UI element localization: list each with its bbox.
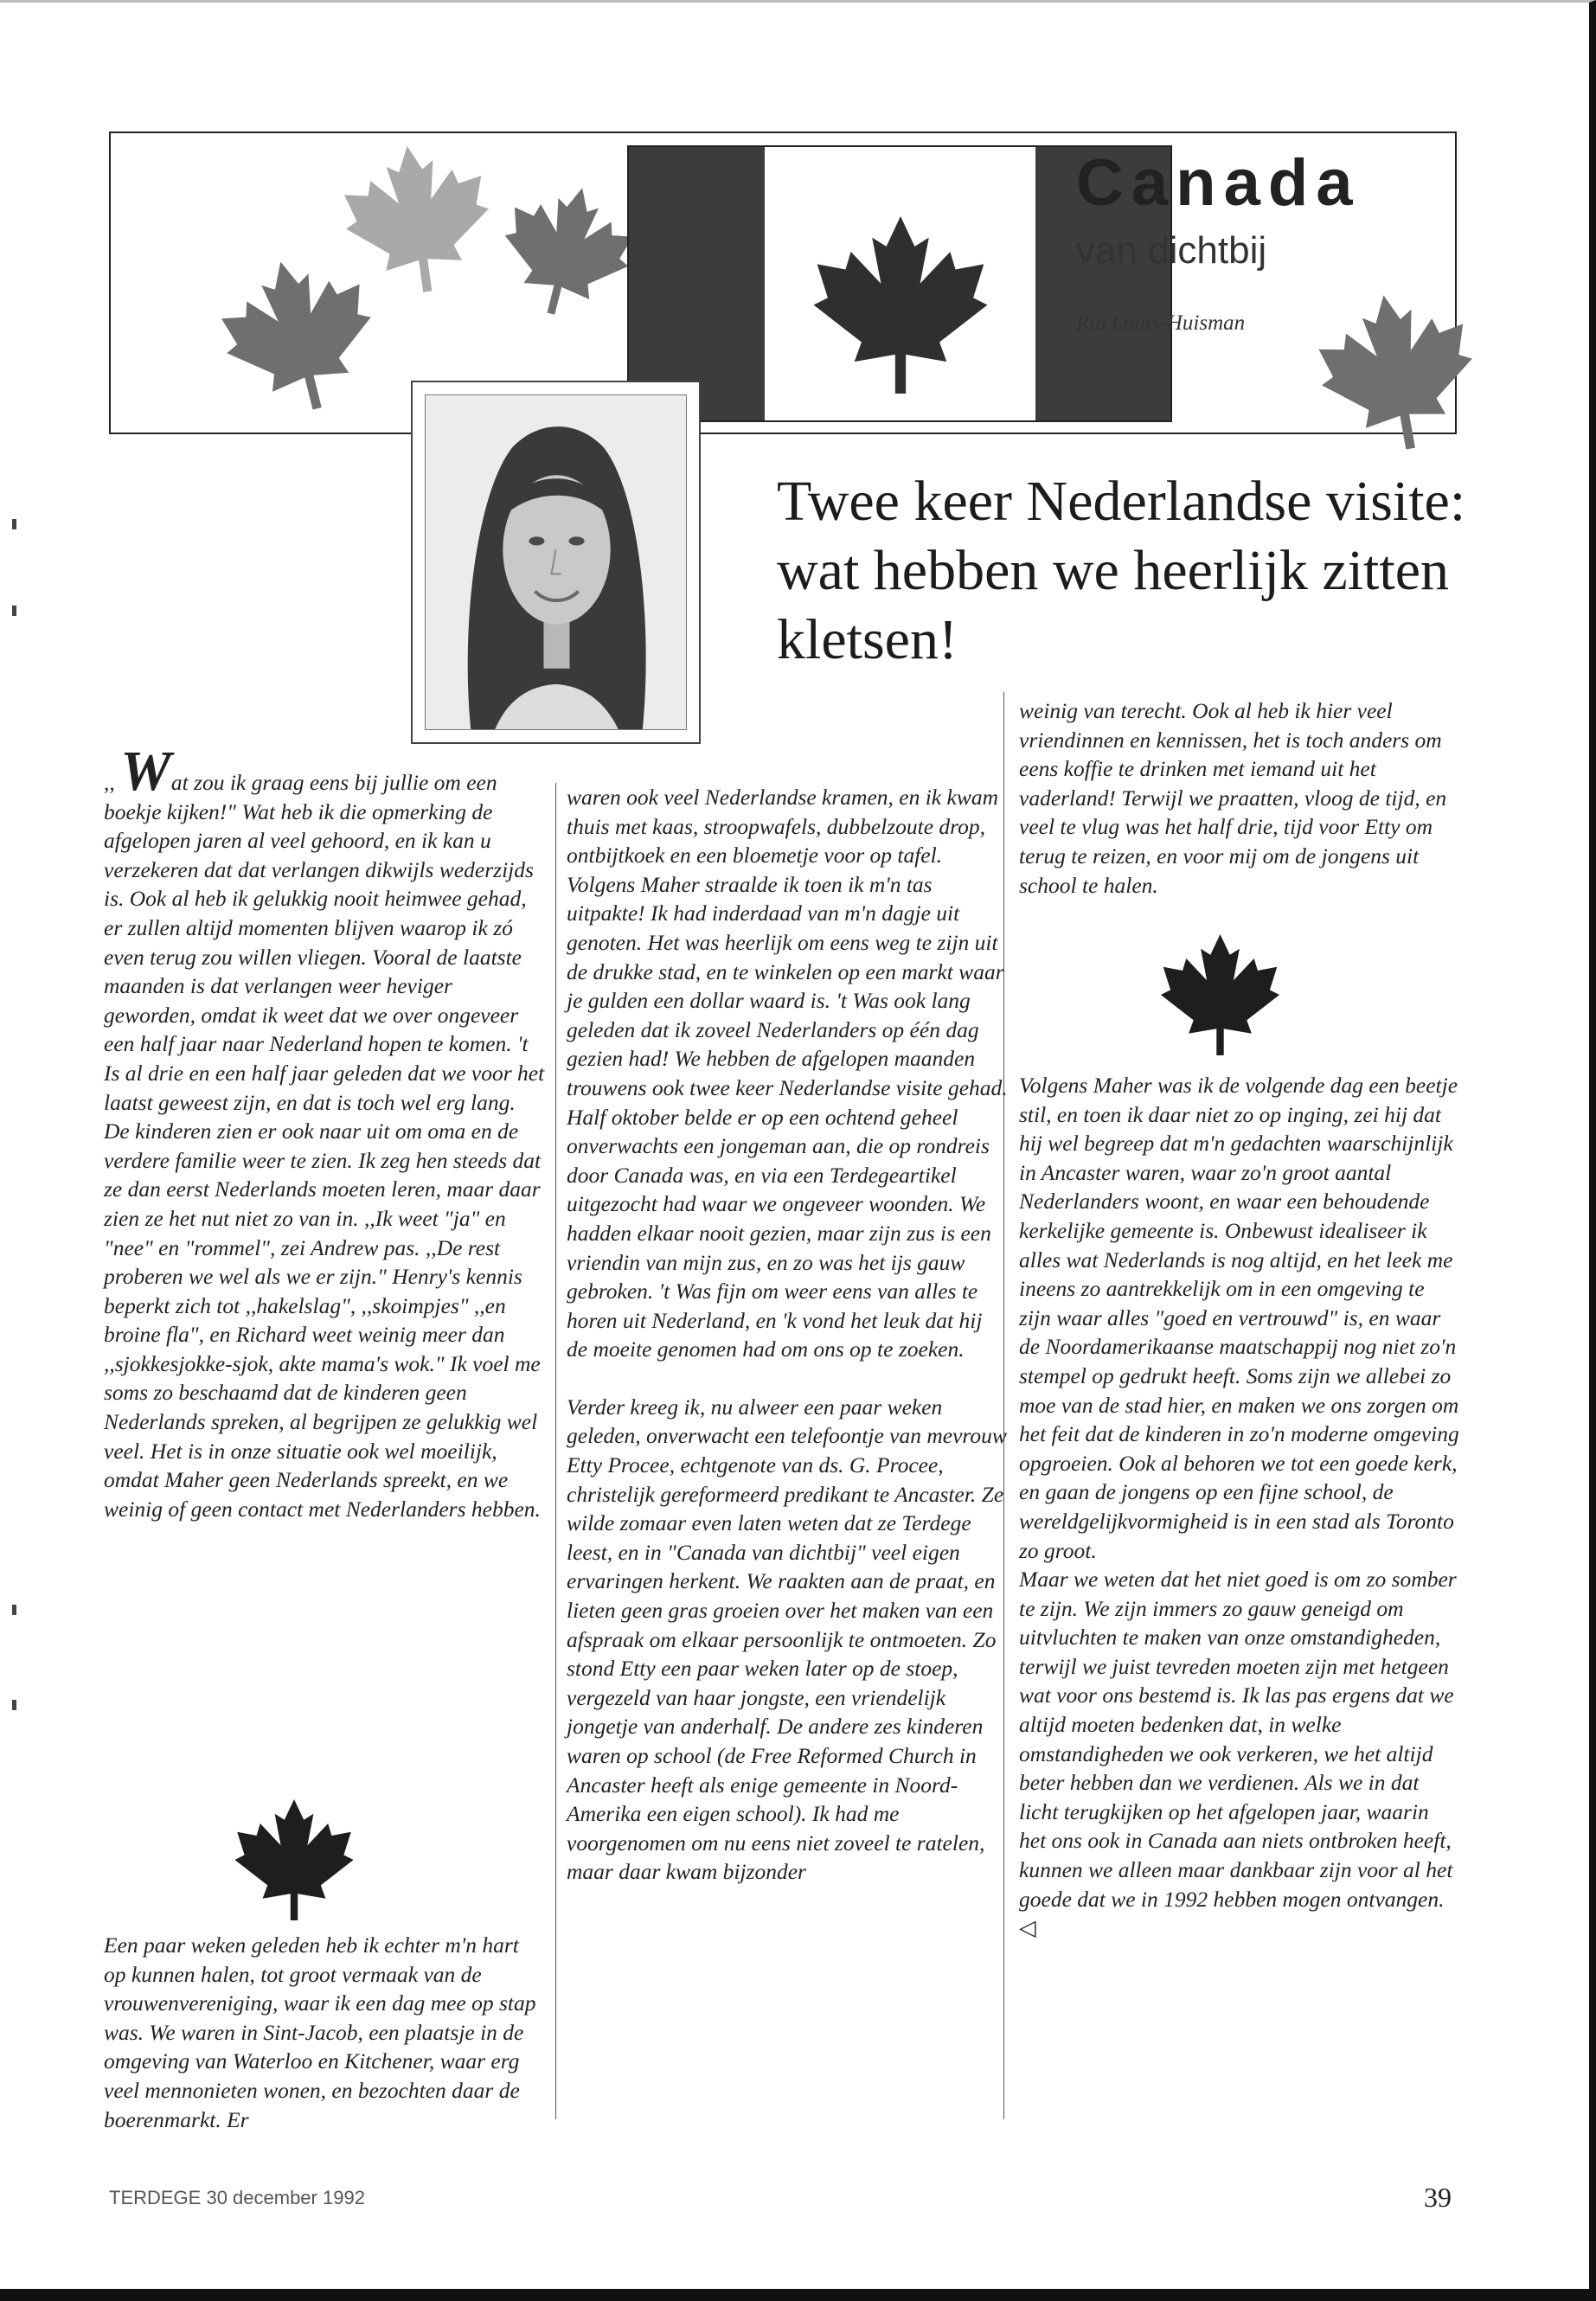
article-column-3 bbox=[1019, 696, 1460, 900]
article-column-2 bbox=[567, 783, 1008, 1887]
maple-leaf-icon bbox=[234, 1799, 355, 1920]
paragraph: weinig van terecht. Ook al heb ik hier veel vriendinnen en kennissen, het is toch anders om eens koffie te drinken met iemand uit het vaderland! Terwijl we praatten, vloog de tijd, en veel te vlug was het half drie, tijd voor Etty om terug te reizen, en voor mij om de jongens uit school te halen. bbox=[1019, 698, 1447, 898]
maple-leaf-icon bbox=[810, 216, 991, 394]
paragraph: at zou ik graag eens bij jullie om een boekje kijken!" Wat heb ik die opmerking de afgelopen jaren al veel gehoord, en ik kan u verzekeren dat dat verlangen dikwijls wederzijds is. Ook al heb ik gelukkig nooit heimwee gehad, er zullen altijd momenten blijven waarop ik zó even terug zou willen vliegen. Vooral de laatste maanden is dat verlangen weer heviger geworden, omdat ik weet dat we over ongeveer een half jaar naar Nederland hopen te komen. 't Is al drie en een half jaar geleden dat we voor het laatst geweest zijn, en dat is toch wel erg lang. bbox=[104, 770, 545, 1115]
flag-center bbox=[765, 147, 1035, 420]
series-subtitle: van dichtbij bbox=[1076, 229, 1267, 272]
paragraph: waren ook veel Nederlandse kramen, en ik kwam thuis met kaas, stroopwafels, dubbelzoute drop, ontbijtkoek en een bloemetje voor op tafel. Volgens Maher straalde ik toen ik m'n tas uitpakte! Ik had inderdaad van m'n dagje uit genoten. Het was heerlijk om eens weg te zijn uit de drukke stad, en te winkelen op een markt waar je gulden een dollar waard is. 't Was ook lang geleden dat ik zoveel Nederlanders op één dag gezien had! We hebben de afgelopen maanden trouwens ook twee keer Nederlandse visite gehad. Half oktober belde er op een ochtend geheel onverwachts een jongeman aan, die op rondreis door Canada was, en via een Terdegeartikel uitgezocht had waar we ongeveer woonden. We hadden elkaar nooit gezien, maar zijn zus is een vriendin van mijn zus, en zo was het ijs gauw gebroken. 't Was fijn om weer eens van alles te horen uit Nederland, en 'k vond het leuk dat hij de moeite genomen had om ons op te zoeken. bbox=[567, 785, 1008, 1362]
maple-leaf-icon bbox=[1303, 281, 1491, 463]
footer-publication: TERDEGE 30 december 1992 bbox=[109, 2187, 365, 2208]
lead-paragraph bbox=[104, 740, 545, 1117]
edge-mark bbox=[12, 1605, 16, 1615]
series-title: Canada bbox=[1076, 146, 1361, 220]
drop-cap: W bbox=[120, 740, 171, 803]
column-rule bbox=[555, 783, 556, 2119]
paragraph bbox=[1019, 1565, 1460, 1943]
paragraph: De kinderen zien er ook naar uit om oma en de verdere familie weer te zien. Ik zeg hen steeds dat ze dan eerst Nederlands moeten leren, maar daar zien ze het nut niet zo van in. ,,Ik weet "ja" en "nee" en "rommel", zei Andrew pas. ,,De rest proberen we wel als we er zijn." Henry's kennis beperkt zich tot ,,hakelslag", ,,skoimpjes" ,,en broine fla", en Richard weet weinig meer dan ,,sjokkesjokke-sjok, akte mama's wok." Ik voel me soms zo beschaamd dat de kinderen geen Nederlands spreken, al begrijpen ze gelukkig wel veel. Het is in onze situatie ook wel moeilijk, omdat Maher geen Nederlands spreekt, en we weinig of geen contact met Nederlanders hebben. bbox=[104, 1118, 542, 1522]
article-column-3-continued bbox=[1019, 1071, 1460, 1943]
article-headline: Twee keer Nederlandse visite: wat hebben we heerlijk zitten kletsen! bbox=[777, 470, 1466, 671]
portrait-photo bbox=[425, 394, 687, 730]
paragraph: Volgens Maher was ik de volgende dag een beetje stil, en toen ik daar niet zo op inging, zei hij dat hij wel begreep dat m'n gedachten waarschijnlijk in Ancaster waren, waar zo'n groot aantal Nederlanders woont, en waar een behoudende kerkelijke gemeente is. Onbewust idealiseer ik alles wat Nederlands is nog altijd, en het leek me ineens zo aantrekkelijk om in een omgeving te zijn waar alles "goed en vertrouwd" is, en waar de Noordamerikaanse maatschappij nog niet zo'n stempel op gedrukt heeft. Soms zijn we allebei zo moe van de stad hier, en maken we ons zorgen om het feit dat de kinderen in zo'n moderne omgeving opgroeien. Ook al behoren we tot een goede kerk, en gaan de jongens op een fijne school, de wereldgelijkvormigheid is in een stad als Toronto zo groot. bbox=[1019, 1073, 1459, 1563]
end-mark-icon: ◁ bbox=[1019, 1915, 1036, 1941]
author-portrait bbox=[411, 381, 701, 744]
article-column-1 bbox=[104, 740, 545, 1523]
edge-mark bbox=[12, 606, 16, 616]
author-byline: Ria Louis-Huisman bbox=[1076, 311, 1246, 335]
article-column-1-continued bbox=[104, 1931, 545, 2134]
paragraph: Een paar weken geleden heb ik echter m'n hart op kunnen halen, tot groot vermaak van de vrouwenvereniging, waar ik een dag mee op stap was. We waren in Sint-Jacob, een plaatsje in de omgeving van Waterloo en Kitchener, waar erg veel mennonieten wonen, en bezochten daar de boerenmarkt. Er bbox=[104, 1932, 536, 2132]
page-number: 39 bbox=[1424, 2182, 1452, 2213]
maple-leaf-icon bbox=[1157, 934, 1283, 1055]
lead-quote: ,, bbox=[104, 770, 115, 795]
flag-band-left bbox=[629, 147, 765, 420]
closing-text: Maar we weten dat het niet goed is om zo somber te zijn. We zijn immers zo gauw geneigd om uitvluchten te maken van onze omstandigheden, terwijl we juist tevreden moeten zijn met hetgeen wat voor ons bestemd is. Ik las pas ergens dat we altijd moeten bedenken dat, in welke omstandigheden we ook verkeren, we het altijd beter hebben dan we verdienen. Als we in dat licht terugkijken op het afgelopen jaar, waarin het ons ook in Canada aan niets ontbroken heeft, kunnen we alleen maar dankbaar zijn voor al het goede dat we in 1992 hebben mogen ontvangen. bbox=[1019, 1567, 1457, 1912]
edge-mark bbox=[12, 1700, 16, 1710]
edge-mark bbox=[12, 519, 16, 529]
paragraph: Verder kreeg ik, nu alweer een paar weken geleden, onverwacht een telefoontje van mevrouw Etty Procee, echtgenote van ds. G. Procee, christelijk gereformeerd predikant te Ancaster. Ze wilde zomaar even laten weten dat ze Terdege leest, en in "Canada van dichtbij" veel eigen ervaringen herkent. We raakten aan de praat, en lieten geen gras groeien over het maken van een afspraak om elkaar persoonlijk te ontmoeten. Zo stond Etty een paar weken later op de stoep, vergezeld van haar jongste, een vriendelijk jongetje van anderhalf. De andere zes kinderen waren op school (de Free Reformed Church in Ancaster heeft als enige gemeente in Noord-Amerika een eigen school). Ik had me voorgenomen om nu eens niet zoveel te ratelen, maar daar kwam bijzonder bbox=[567, 1394, 1007, 1885]
